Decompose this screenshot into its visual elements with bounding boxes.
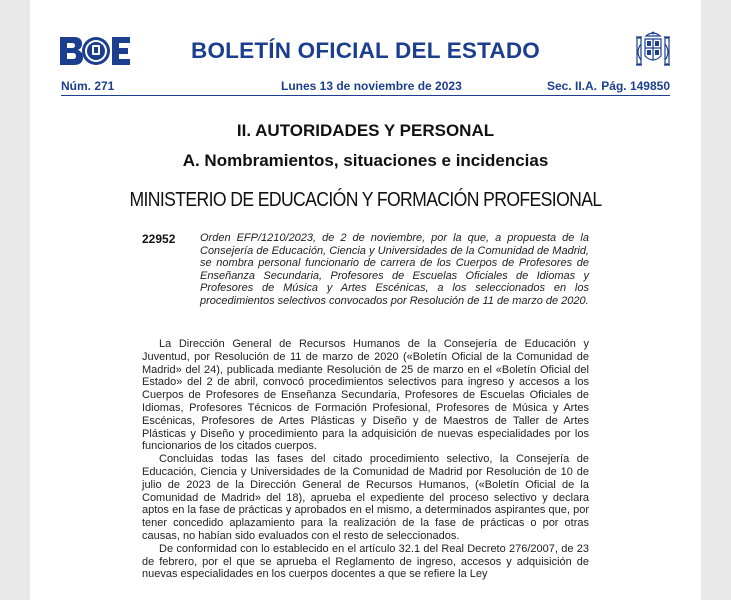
subsection-title: A. Nombramientos, situaciones e incidencias	[182, 151, 549, 170]
section-code: Sec. II.A.	[546, 79, 597, 93]
order-number: 22952	[142, 232, 176, 246]
issue-date: Lunes 13 de noviembre de 2023	[281, 79, 462, 93]
header-divider	[61, 95, 670, 96]
paragraph: De conformidad con lo establecido en el artículo 32.1 del Real Decreto 276/2007, de 23 de febrero, por el que se aprueba el Reglamento de ingreso, accesos y adquisición de nuevas especialidades en los cuerpos docentes a que se refiere la Ley	[142, 542, 589, 581]
issue-number: Núm. 271	[61, 79, 115, 93]
page-number: Pág. 149850	[601, 79, 670, 93]
bulletin-title: BOLETÍN OFICIAL DEL ESTADO	[191, 38, 540, 63]
document-page	[30, 0, 701, 600]
coat-of-arms-icon	[634, 30, 672, 70]
order-summary: Orden EFP/1210/2023, de 2 de noviembre, por la que, a propuesta de la Consejería de Educación, Ciencia y Universidades de la Comunidad de Madrid, se nombra personal funcionario de carrera de los Cuerpos de Profesores de Enseñanza Secundaria, Profesores de Escuelas Oficiales de Idiomas y Profesores de Música y Artes Escénicas, a los seleccionados en los procedimientos selectivos convocados por Resolución de 11 de marzo de 2020.	[200, 232, 589, 307]
paragraph: Concluidas todas las fases del citado procedimiento selectivo, la Consejería de Educación, Ciencia y Universidades de la Comunidad de Madrid por Resolución de 10 de julio de 2023 de la Dirección General de Recursos Humanos, («Boletín Oficial de la Comunidad de Madrid» del 18), aprueba el expediente del proceso selectivo y declara aptos en la fase de prácticas y aprobados en el mismo, a determinados aspirantes que, por tener concedido aplazamiento para la realización de la fase de prácticas o por otras causas, no habían sido evaluados con el resto de seleccionados.	[142, 453, 589, 542]
body-text	[142, 338, 589, 581]
ministry-heading: MINISTERIO DE EDUCACIÓN Y FORMACIÓN PROFESIONAL	[129, 189, 602, 211]
masthead	[30, 0, 701, 76]
section-title: II. AUTORIDADES Y PERSONAL	[236, 121, 495, 140]
paragraph: La Dirección General de Recursos Humanos de la Consejería de Educación y Juventud, por Resolución de 11 de marzo de 2020 («Boletín Oficial de la Comunidad de Madrid» del 24), publicada mediante Resolución de 25 de marzo en el «Boletín Oficial del Estado» del 2 de abril, convocó procedimientos selectivos para ingreso y accesos a los Cuerpos de Profesores de Enseñanza Secundaria, Profesores de Escuelas Oficiales de Idiomas, Profesores Técnicos de Formación Profesional, Profesores de Música y Artes Escénicas, Profesores de Artes Plásticas y Diseño y de Maestros de Taller de Artes Plásticas y Diseño y procedimiento para la adquisición de nuevas especialidades por los funcionarios de los citados cuerpos.	[142, 338, 589, 453]
